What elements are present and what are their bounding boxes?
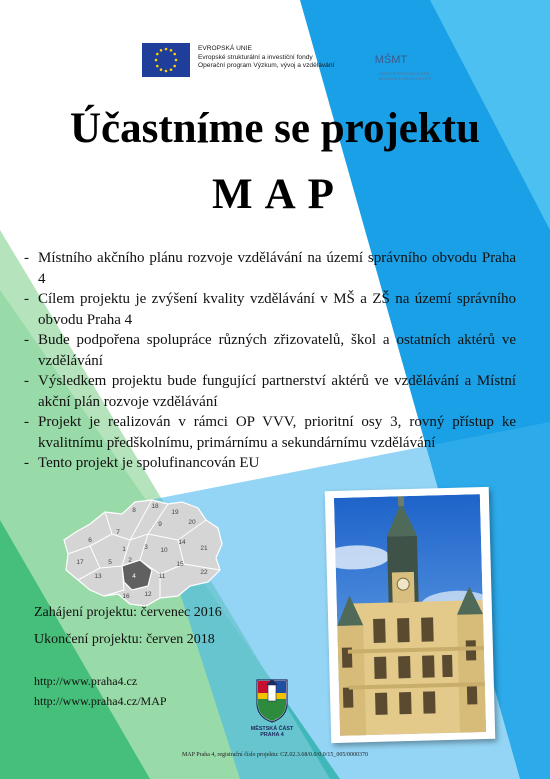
eu-funding-text [198,45,358,71]
map-number: 18 [151,503,159,510]
map-number: 12 [144,591,152,598]
project-bullet-list [24,248,516,474]
crest-caption [230,726,314,739]
map-number: 8 [132,507,136,514]
bullet-item: - Cílem projektu je zvýšení kvality vzdělávání v MŠ a ZŠ na území správního obvodu Praha 4 [24,289,516,330]
eu-header-line3: Operační program Výzkum, vývoj a vzdělávání [198,62,335,70]
poster-subtitle: MAP [212,171,346,218]
map-number: 9 [158,521,162,528]
project-end-date: Ukončení projektu: červen 2018 [34,632,215,647]
map-number: 20 [188,519,196,526]
map-number: 11 [158,573,166,580]
bullet-item: - Výsledkem projektu bude fungující partnerství aktérů ve vzdělávání a Místní akční plán rozvoje vzdělávání [24,371,516,412]
map-number: 15 [176,561,184,568]
msmt-caption-line1: MINISTERSTVO ŠKOLSTVÍ, [379,72,431,76]
project-links [34,671,167,711]
poster-title: Účastníme se projektu [69,105,481,152]
link-praha4[interactable]: http://www.praha4.cz [34,674,138,688]
map-number: 7 [116,529,120,536]
map-number: 13 [94,573,102,580]
eu-flag-logo [142,43,190,77]
crest-caption-line1: MĚSTSKÁ ČÁST [250,726,294,732]
eu-header-line1: EVROPSKÁ UNIE [198,45,252,52]
msmt-logo [374,43,408,70]
link-praha4-map[interactable]: http://www.praha4.cz/MAP [34,694,167,708]
project-dates [34,605,222,648]
msmt-caption [372,72,438,81]
project-start-date: Zahájení projektu: červenec 2016 [34,605,222,620]
town-hall-photo [334,494,486,736]
map-number: 14 [178,539,186,546]
msmt-caption-line2: MLÁDEŽE A TĚLOVÝCHOVY [378,76,432,81]
town-hall-photo-frame [325,487,496,743]
map-number: 19 [171,509,179,516]
bullet-item: - Projekt je realizován v rámci OP VVV, prioritní osy 3, rovný přístup ke kvalitnímu předškolnímu, primárnímu a sekundárnímu vzdělávání [24,412,516,453]
prague-districts-map [60,494,226,612]
footer-registration: MAP Praha 4, registrační číslo projektu: CZ.02.3.68/0.0/0.0/15_005/0000370 [181,752,369,758]
map-number: 4 [132,573,136,580]
map-number: 5 [108,559,112,566]
map-number: 2 [128,557,132,564]
map-number: 10 [160,547,168,554]
map-number: 6 [88,537,92,544]
map-number: 16 [122,593,130,600]
map-number: 3 [144,544,148,551]
map-number: 1 [122,546,126,553]
map-number: 21 [200,545,208,552]
bullet-item: - Bude podpořena spolupráce různých zřizovatelů, škol a ostatních aktérů ve vzdělávání [24,330,516,371]
eu-header-line2: Evropské strukturální a investiční fondy [198,53,313,61]
bullet-item: - Místního akčního plánu rozvoje vzdělávání na území správního obvodu Praha 4 [24,248,516,289]
msmt-logo-text: MŠMT [374,54,408,66]
map-number: 22 [200,569,208,576]
bullet-item: - Tento projekt je spolufinancován EU [24,453,516,474]
map-number: 17 [76,559,84,566]
crest-caption-line2: PRAHA 4 [260,732,284,739]
praha4-crest-icon [254,677,290,723]
